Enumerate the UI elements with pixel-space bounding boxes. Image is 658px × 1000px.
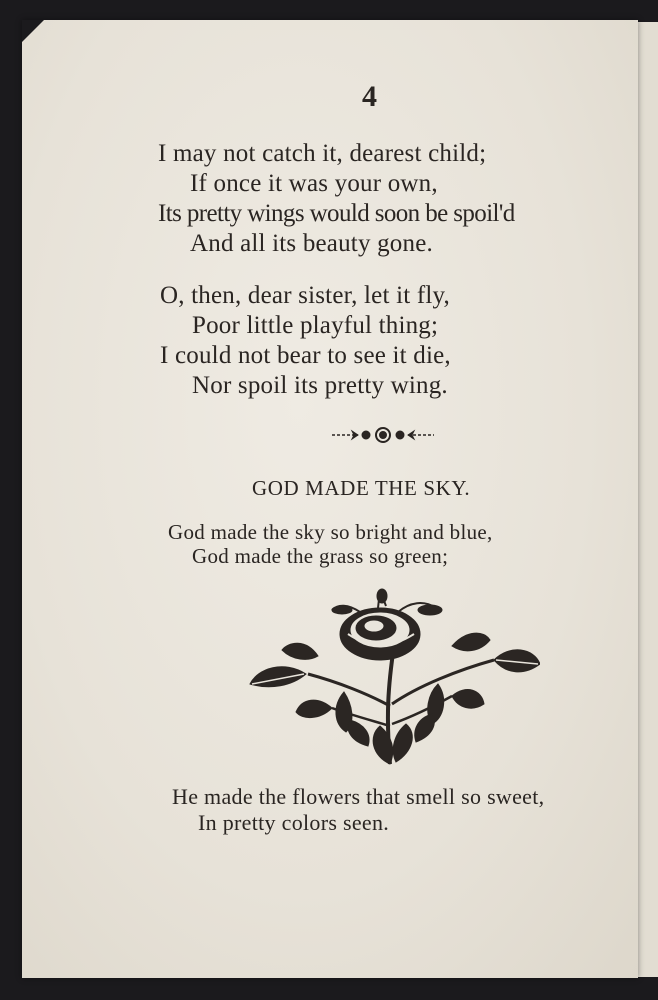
poem-title: GOD MADE THE SKY. bbox=[252, 476, 471, 500]
verse-line: God made the grass so green; bbox=[192, 544, 449, 568]
verse-line: Nor spoil its pretty wing. bbox=[192, 372, 448, 399]
verse-line: He made the flowers that smell so sweet, bbox=[172, 784, 545, 809]
verse-line: God made the sky so bright and blue, bbox=[168, 520, 493, 544]
verse-line: I may not catch it, dearest child; bbox=[158, 140, 487, 167]
verse-line: In pretty colors seen. bbox=[198, 810, 390, 835]
ornament-divider-icon bbox=[330, 426, 436, 444]
rose-woodcut-icon bbox=[248, 586, 540, 772]
verse-line: I could not bear to see it die, bbox=[160, 342, 451, 369]
verse-line: And all its beauty gone. bbox=[190, 230, 433, 257]
page-corner bbox=[22, 20, 44, 42]
verse-line: Its pretty wings would soon be spoil'd bbox=[158, 200, 515, 227]
verse-line: Poor little playful thing; bbox=[192, 312, 439, 339]
verse-line: If once it was your own, bbox=[190, 170, 438, 197]
verse-line: O, then, dear sister, let it fly, bbox=[160, 282, 451, 309]
page-number: 4 bbox=[362, 80, 377, 113]
